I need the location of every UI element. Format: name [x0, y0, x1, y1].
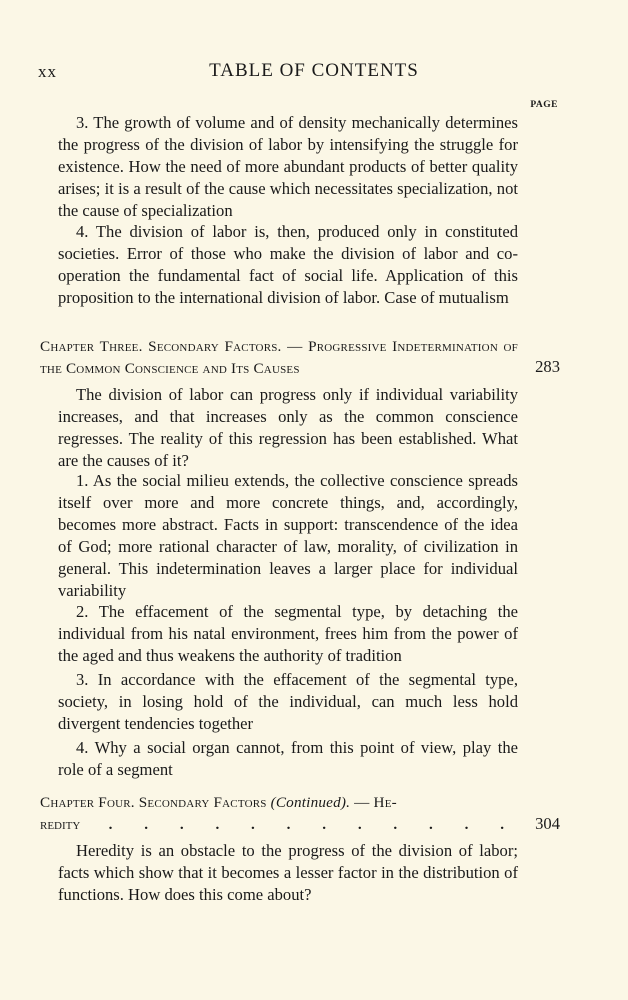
toc-paragraph: 1. As the social milieu extends, the collective conscience spreads itself over more and more concrete things, and, accordingly, becomes more abstract. Facts in support: transcendence of the idea of God; more rational character of law, morality, of civilization in general. This indetermination leaves a larger place for individual variability [58, 471, 518, 600]
page-column-label: PAGE [530, 100, 558, 110]
chapter-four-heading [40, 792, 518, 814]
toc-paragraph: 3. The growth of volume and of density mechanically determines the progress of the division of labor by intensifying the struggle for existence. How the need of more abundant products of better quality arises; it is a result of the cause which necessitates specialization, not the cause of specialization [58, 113, 518, 220]
chapter-four-heading-tail: — He- [354, 794, 397, 811]
toc-paragraph: 4. Why a social organ cannot, from this point of view, play the role of a segment [58, 738, 518, 779]
chapter-three-page-number: 283 [535, 357, 560, 376]
chapter-four-page-number: 304 [535, 814, 560, 833]
toc-paragraph: 3. In accordance with the effacement of the segmental type, society, in losing hold of the individual, can much less hold divergent tendencies together [58, 670, 518, 733]
toc-paragraph: 2. The effacement of the segmental type, by detaching the individual from his natal environment, frees him from the power of the aged and thus weakens the authority of tradition [58, 602, 518, 665]
chapter-four-heading-title: Chapter Four. Secondary Factors [40, 794, 267, 811]
toc-paragraph: Heredity is an obstacle to the progress of the division of labor; facts which show that it becomes a lesser factor in the distribution of functions. How does this come about? [58, 841, 518, 904]
chapter-three-heading: Chapter Three. Secondary Factors. — Progressive Indetermination of the Common Conscience and Its Causes [40, 338, 518, 377]
toc-paragraph: 4. The division of labor is, then, produced only in constituted societies. Error of those who make the division of labor and co-operation the fundamental fact of social life. Application of this proposition to the international division of labor. Case of mutualism [58, 222, 518, 307]
toc-paragraph: The division of labor can progress only if individual variability increases, and that increases only as the common conscience regresses. The reality of this regression has been established. What are the causes of it? [58, 385, 518, 470]
chapter-four-heading-continued: (Continued). [270, 794, 351, 811]
page-folio: xx [38, 62, 57, 81]
dot-leader: . . . . . . . . . . . . [108, 816, 518, 833]
running-title: TABLE OF CONTENTS [209, 60, 419, 81]
chapter-four-heading-continuation: redity [40, 816, 81, 833]
chapter-four-heading-line2 [40, 814, 518, 836]
